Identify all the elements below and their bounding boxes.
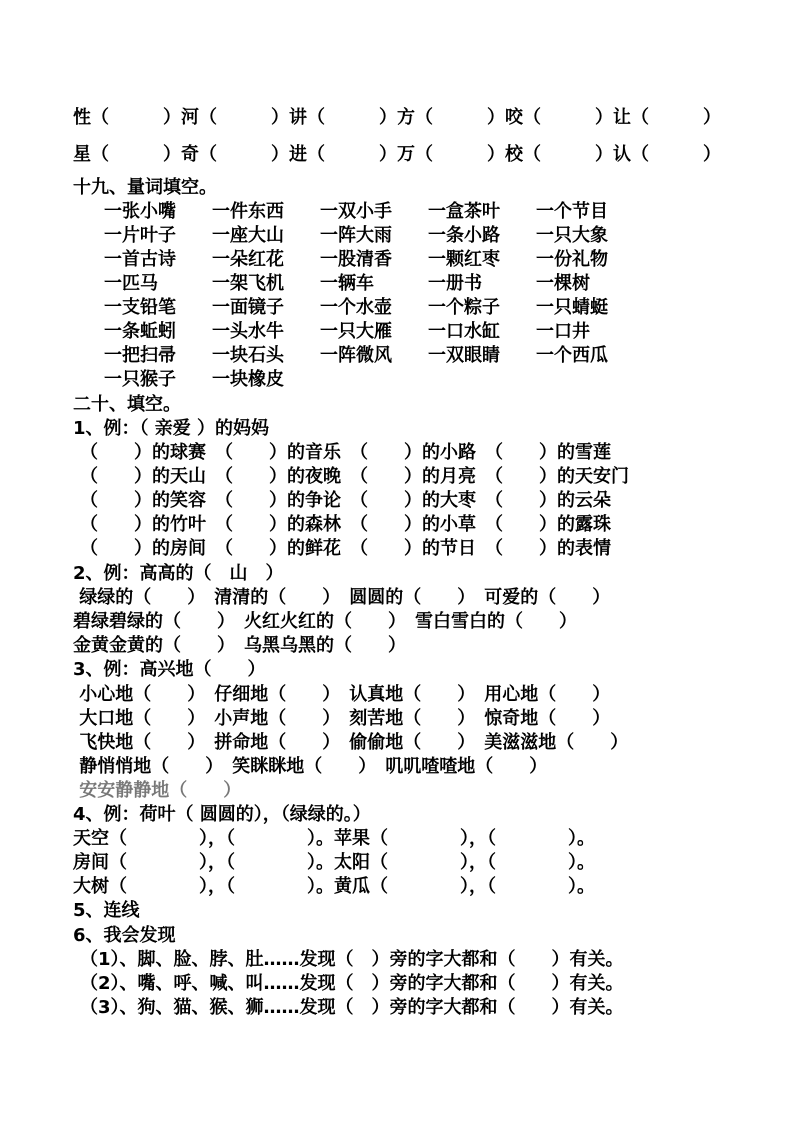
q6-title: 6、我会发现 xyxy=(73,925,176,946)
q4-row: 房间（ ），（ ）。太阳（ ），（ ）。 xyxy=(73,852,595,873)
q3-row: 静悄悄地（ ） 笑眯眯地（ ） 叽叽喳喳地（ ） xyxy=(73,756,548,777)
measure-word-row: 一片叶子 一座大山 一阵大雨 一条小路 一只大象 xyxy=(104,225,608,246)
q2-row: 绿绿的（ ） 清清的（ ） 圆圆的（ ） 可爱的（ ） xyxy=(73,587,611,608)
q5-title: 5、连线 xyxy=(73,900,140,921)
q6-row: （1）、脚、脸、脖、肚……发现（ ）旁的字大都和（ ）有关。 xyxy=(80,949,624,970)
q6-row: （3）、狗、猫、猴、狮……发现（ ）旁的字大都和（ ）有关。 xyxy=(80,997,624,1018)
q4-row: 天空（ ），（ ）。苹果（ ），（ ）。 xyxy=(73,828,595,849)
measure-word-row: 一张小嘴 一件东西 一双小手 一盒茶叶 一个节目 xyxy=(104,201,608,222)
q1-row: （ ）的竹叶 （ ）的森林 （ ）的小草 （ ）的露珠 xyxy=(80,514,611,535)
char-fill-row-1: 性（ ）河（ ）讲（ ）方（ ）咬（ ）让（ ） xyxy=(73,107,721,128)
q2-row: 金黄金黄的（ ） 乌黑乌黑的（ ） xyxy=(73,635,406,656)
section-19-title: 十九、量词填空。 xyxy=(73,177,217,198)
q4-row: 大树（ ），（ ）。黄瓜（ ），（ ）。 xyxy=(73,876,595,897)
q3-row: 大口地（ ） 小声地（ ） 刻苦地（ ） 惊奇地（ ） xyxy=(73,708,611,729)
measure-word-row: 一支铅笔 一面镜子 一个水壶 一个粽子 一只蜻蜓 xyxy=(104,297,608,318)
measure-word-row: 一只猴子 一块橡皮 xyxy=(104,369,284,390)
measure-word-row: 一匹马 一架飞机 一辆车 一册书 一棵树 xyxy=(104,273,590,294)
measure-word-row: 一首古诗 一朵红花 一股清香 一颗红枣 一份礼物 xyxy=(104,249,608,270)
q6-row: （2）、嘴、呼、喊、叫……发现（ ）旁的字大都和（ ）有关。 xyxy=(80,973,624,994)
q3-example: 3、例：高兴地（ ） xyxy=(73,659,266,680)
measure-word-row: 一条蚯蚓 一头水牛 一只大雁 一口水缸 一口井 xyxy=(104,321,590,342)
q4-example: 4、例：荷叶（ 圆圆的），（绿绿的。） xyxy=(73,804,371,825)
q1-row: （ ）的球赛 （ ）的音乐 （ ）的小路 （ ）的雪莲 xyxy=(80,442,611,463)
q1-row: （ ）的房间 （ ）的鲜花 （ ）的节日 （ ）的表情 xyxy=(80,538,611,559)
section-20-title: 二十、填空。 xyxy=(73,394,181,415)
q3-row-faded: 安安静静地（ ） xyxy=(73,780,242,801)
q1-example: 1、例：（ 亲爱 ）的妈妈 xyxy=(73,418,270,439)
q1-row: （ ）的笑容 （ ）的争论 （ ）的大枣 （ ）的云朵 xyxy=(80,490,611,511)
q2-example: 2、例：高高的（ 山 ） xyxy=(73,563,284,584)
char-fill-row-2: 星（ ）奇（ ）进（ ）万（ ）校（ ）认（ ） xyxy=(73,144,721,165)
measure-word-row: 一把扫帚 一块石头 一阵微风 一双眼睛 一个西瓜 xyxy=(104,345,608,366)
q1-row: （ ）的天山 （ ）的夜晚 （ ）的月亮 （ ）的天安门 xyxy=(80,466,629,487)
q2-row: 碧绿碧绿的（ ） 火红火红的（ ） 雪白雪白的（ ） xyxy=(73,611,577,632)
q3-row: 小心地（ ） 仔细地（ ） 认真地（ ） 用心地（ ） xyxy=(73,684,611,705)
q3-row: 飞快地（ ） 拼命地（ ） 偷偷地（ ） 美滋滋地（ ） xyxy=(73,732,629,753)
